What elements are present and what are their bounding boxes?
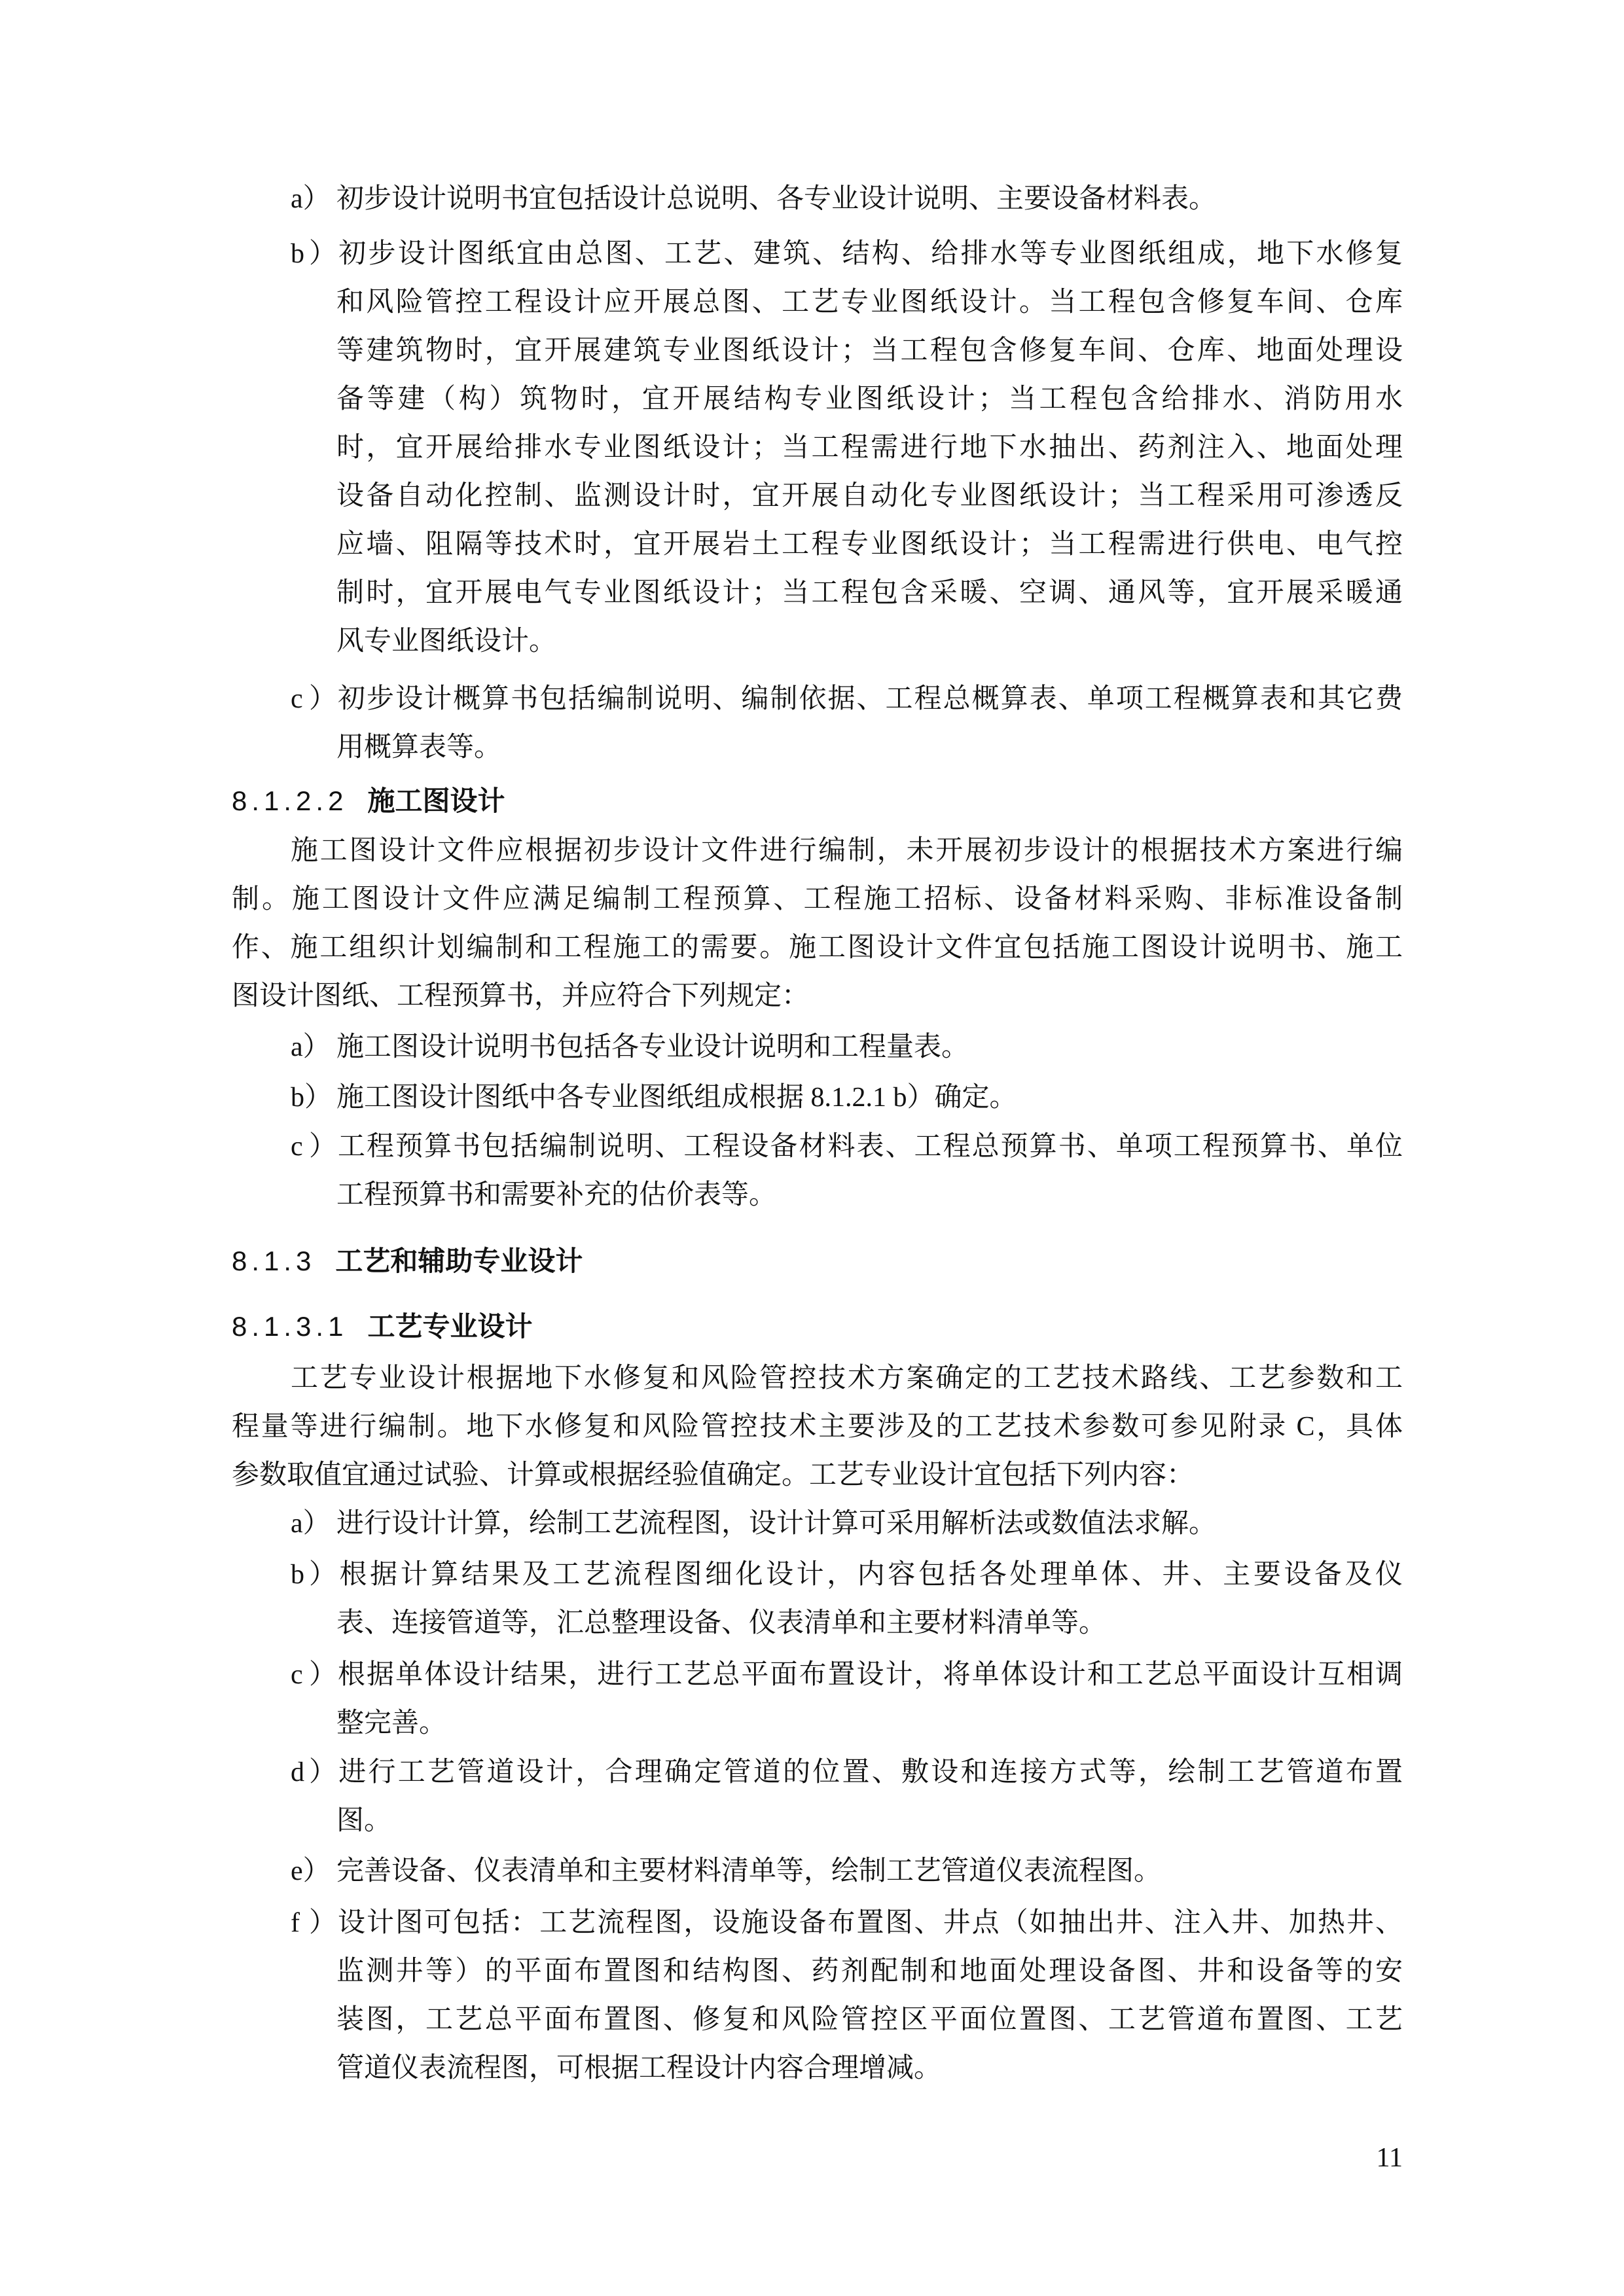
list-item-text: 完善设备、仪表清单和主要材料清单等，绘制工艺管道仪表流程图。 xyxy=(336,1856,1162,1886)
list-item xyxy=(232,675,1403,772)
list-item xyxy=(232,1499,1403,1548)
list-item-label: f） xyxy=(291,1908,336,1938)
paragraph-line: 参数取值宜通过试验、计算或根据经验值确定。工艺专业设计宜包括下列内容： xyxy=(232,1460,1195,1490)
list-item-line xyxy=(232,1122,1403,1171)
list-item-text: 施工图设计说明书包括各专业设计说明和工程量表。 xyxy=(336,1032,969,1062)
list-item-line: 和风险管控工程设计应开展总图、工艺专业图纸设计。当工程包含修复车间、仓库 xyxy=(336,287,1403,317)
paragraph-line: 程量等进行编制。地下水修复和风险管控技术主要涉及的工艺技术参数可参见附录 C，具体 xyxy=(232,1412,1403,1442)
list-item-text: 根据单体设计结果，进行工艺总平面布置设计，将单体设计和工艺总平面设计互相调 xyxy=(336,1660,1403,1690)
list-item xyxy=(232,1551,1403,1647)
list-item-line: 制时，宜开展电气专业图纸设计；当工程包含采暖、空调、通风等，宜开展采暖通 xyxy=(336,578,1403,608)
list-item-line: 整完善。 xyxy=(336,1708,447,1738)
list-item-line: 设备自动化控制、监测设计时，宜开展自动化专业图纸设计；当工程采用可渗透反 xyxy=(336,481,1403,511)
list-item-text: 根据计算结果及工艺流程图细化设计，内容包括各处理单体、井、主要设备及仪 xyxy=(336,1560,1403,1590)
section-number: 8.1.3 xyxy=(232,1246,316,1276)
list-item-label: a） xyxy=(291,1032,331,1062)
list-item xyxy=(232,1023,1403,1071)
page-number: 11 xyxy=(1376,2143,1403,2173)
section-title: 施工图设计 xyxy=(367,785,505,816)
list-item-line xyxy=(232,1499,1403,1548)
list-item-text: 进行工艺管道设计，合理确定管道的位置、敷设和连接方式等，绘制工艺管道布置 xyxy=(336,1757,1403,1787)
list-item-text: 初步设计说明书宜包括设计总说明、各专业设计说明、主要设备材料表。 xyxy=(336,184,1217,214)
list-item-line: 用概算表等。 xyxy=(336,732,502,762)
list-item-label: c） xyxy=(291,684,336,714)
list-item-line: 装图，工艺总平面布置图、修复和风险管控区平面位置图、工艺管道布置图、工艺 xyxy=(336,2005,1403,2035)
list-item-line xyxy=(232,1073,1403,1122)
list-item-text: 进行设计计算，绘制工艺流程图，设计计算可采用解析法或数值法求解。 xyxy=(336,1509,1217,1539)
list-item-label: c） xyxy=(291,1660,336,1690)
list-item-line xyxy=(232,175,1403,223)
list-item xyxy=(232,1899,1403,2092)
list-item xyxy=(232,175,1403,223)
list-item-line xyxy=(232,230,1403,278)
list-item-line xyxy=(232,675,1403,723)
list-item-text: 初步设计图纸宜由总图、工艺、建筑、结构、给排水等专业图纸组成，地下水修复 xyxy=(336,239,1403,269)
list-item-line xyxy=(232,1748,1403,1797)
list-item-text: 设计图可包括：工艺流程图，设施设备布置图、井点（如抽出井、注入井、加热井、 xyxy=(336,1908,1403,1938)
section-number: 8.1.3.1 xyxy=(232,1311,348,1342)
list-item-label: d） xyxy=(291,1757,336,1787)
list-item-line: 备等建（构）筑物时，宜开展结构专业图纸设计；当工程包含给排水、消防用水 xyxy=(336,384,1403,414)
list-item-line: 等建筑物时，宜开展建筑专业图纸设计；当工程包含修复车间、仓库、地面处理设 xyxy=(336,336,1403,366)
list-item-label: c） xyxy=(291,1132,336,1162)
paragraph-line: 图设计图纸、工程预算书，并应符合下列规定： xyxy=(232,981,810,1011)
body-paragraph xyxy=(232,827,1403,1020)
list-item-label: e） xyxy=(291,1856,331,1886)
list-item xyxy=(232,230,1403,666)
list-item-line xyxy=(232,1551,1403,1599)
list-item-line: 时，宜开展给排水专业图纸设计；当工程需进行地下水抽出、药剂注入、地面处理 xyxy=(336,433,1403,463)
list-item-line: 风专业图纸设计。 xyxy=(336,626,557,656)
list-item-text: 初步设计概算书包括编制说明、编制依据、工程总概算表、单项工程概算表和其它费 xyxy=(336,684,1403,714)
list-item-line: 监测井等）的平面布置图和结构图、药剂配制和地面处理设备图、井和设备等的安 xyxy=(336,1956,1403,1986)
section-heading xyxy=(232,1237,1403,1285)
section-heading xyxy=(232,1302,1403,1351)
list-item-label: b） xyxy=(291,1560,336,1590)
list-item-line: 工程预算书和需要补充的估价表等。 xyxy=(336,1180,777,1210)
section-title: 工艺和辅助专业设计 xyxy=(335,1246,583,1276)
list-item-line: 应墙、阻隔等技术时，宜开展岩土工程专业图纸设计；当工程需进行供电、电气控 xyxy=(336,529,1403,560)
list-item-text: 工程预算书包括编制说明、工程设备材料表、工程总预算书、单项工程预算书、单位 xyxy=(336,1132,1403,1162)
list-item xyxy=(232,1073,1403,1122)
list-item xyxy=(232,1122,1403,1219)
list-item-line: 图。 xyxy=(336,1806,392,1836)
paragraph-line: 施工图设计文件应根据初步设计文件进行编制，未开展初步设计的根据技术方案进行编 xyxy=(291,836,1403,866)
paragraph-line: 工艺专业设计根据地下水修复和风险管控技术方案确定的工艺技术路线、工艺参数和工 xyxy=(291,1363,1403,1393)
body-paragraph xyxy=(232,1354,1403,1499)
list-item-label: a） xyxy=(291,1509,331,1539)
list-item-label: b） xyxy=(291,239,336,269)
list-item xyxy=(232,1748,1403,1845)
section-heading xyxy=(232,777,1403,825)
document-body xyxy=(232,175,1403,2092)
list-item-line xyxy=(232,1651,1403,1699)
list-item-label: b） xyxy=(291,1083,333,1113)
list-item xyxy=(232,1847,1403,1895)
list-item-line: 管道仪表流程图，可根据工程设计内容合理增减。 xyxy=(336,2053,942,2083)
list-item-label: a） xyxy=(291,184,331,214)
list-item-line xyxy=(232,1847,1403,1895)
list-item xyxy=(232,1651,1403,1748)
list-item-line xyxy=(232,1899,1403,1947)
section-number: 8.1.2.2 xyxy=(232,785,348,816)
paragraph-line: 作、施工组织计划编制和工程施工的需要。施工图设计文件宜包括施工图设计说明书、施工 xyxy=(232,933,1403,963)
list-item-text: 施工图设计图纸中各专业图纸组成根据 8.1.2.1 b）确定。 xyxy=(336,1083,1017,1113)
section-title: 工艺专业设计 xyxy=(367,1311,533,1342)
paragraph-line: 制。施工图设计文件应满足编制工程预算、工程施工招标、设备材料采购、非标准设备制 xyxy=(232,884,1403,914)
list-item-line: 表、连接管道等，汇总整理设备、仪表清单和主要材料清单等。 xyxy=(336,1608,1107,1638)
list-item-line xyxy=(232,1023,1403,1071)
